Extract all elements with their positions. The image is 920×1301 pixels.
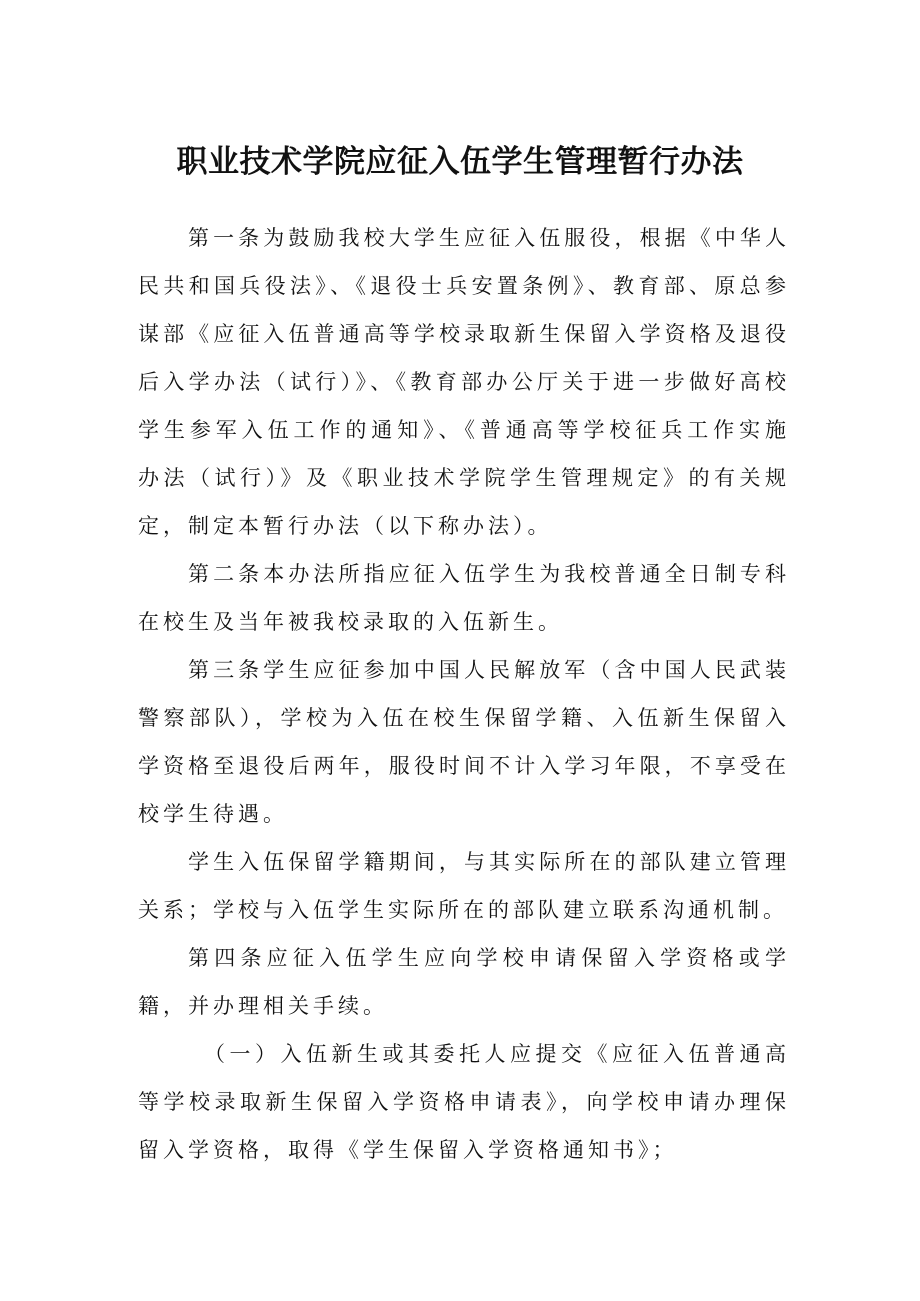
document-title: 职业技术学院应征入伍学生管理暂行办法	[176, 144, 744, 180]
document-body	[138, 214, 790, 1174]
paragraph-article-1: 第一条为鼓励我校大学生应征入伍服役，根据《中华人民共和国兵役法》、《退役士兵安置条例》、教育部、原总参谋部《应征入伍普通高等学校录取新生保留入学资格及退役后入学办法（试行）》、《教育部办公厅关于进一步做好高校学生参军入伍工作的通知》、《普通高等学校征兵工作实施办法（试行）》及《职业技术学院学生管理规定》的有关规定，制定本暂行办法（以下称办法）。	[138, 226, 790, 538]
paragraph-article-3: 第三条学生应征参加中国人民解放军（含中国人民武装警察部队），学校为入伍在校生保留学籍、入伍新生保留入学资格至退役后两年，服役时间不计入学习年限，不享受在校学生待遇。	[138, 658, 790, 826]
paragraph-article-3-supplement: 学生入伍保留学籍期间，与其实际所在的部队建立管理关系；学校与入伍学生实际所在的部队建立联系沟通机制。	[138, 850, 790, 922]
paragraph-article-4-item-1: （一）入伍新生或其委托人应提交《应征入伍普通高等学校录取新生保留入学资格申请表》，向学校申请办理保留入学资格，取得《学生保留入学资格通知书》；	[138, 1042, 790, 1162]
paragraph-article-2: 第二条本办法所指应征入伍学生为我校普通全日制专科在校生及当年被我校录取的入伍新生。	[138, 562, 790, 634]
paragraph-article-4: 第四条应征入伍学生应向学校申请保留入学资格或学籍，并办理相关手续。	[138, 946, 790, 1018]
